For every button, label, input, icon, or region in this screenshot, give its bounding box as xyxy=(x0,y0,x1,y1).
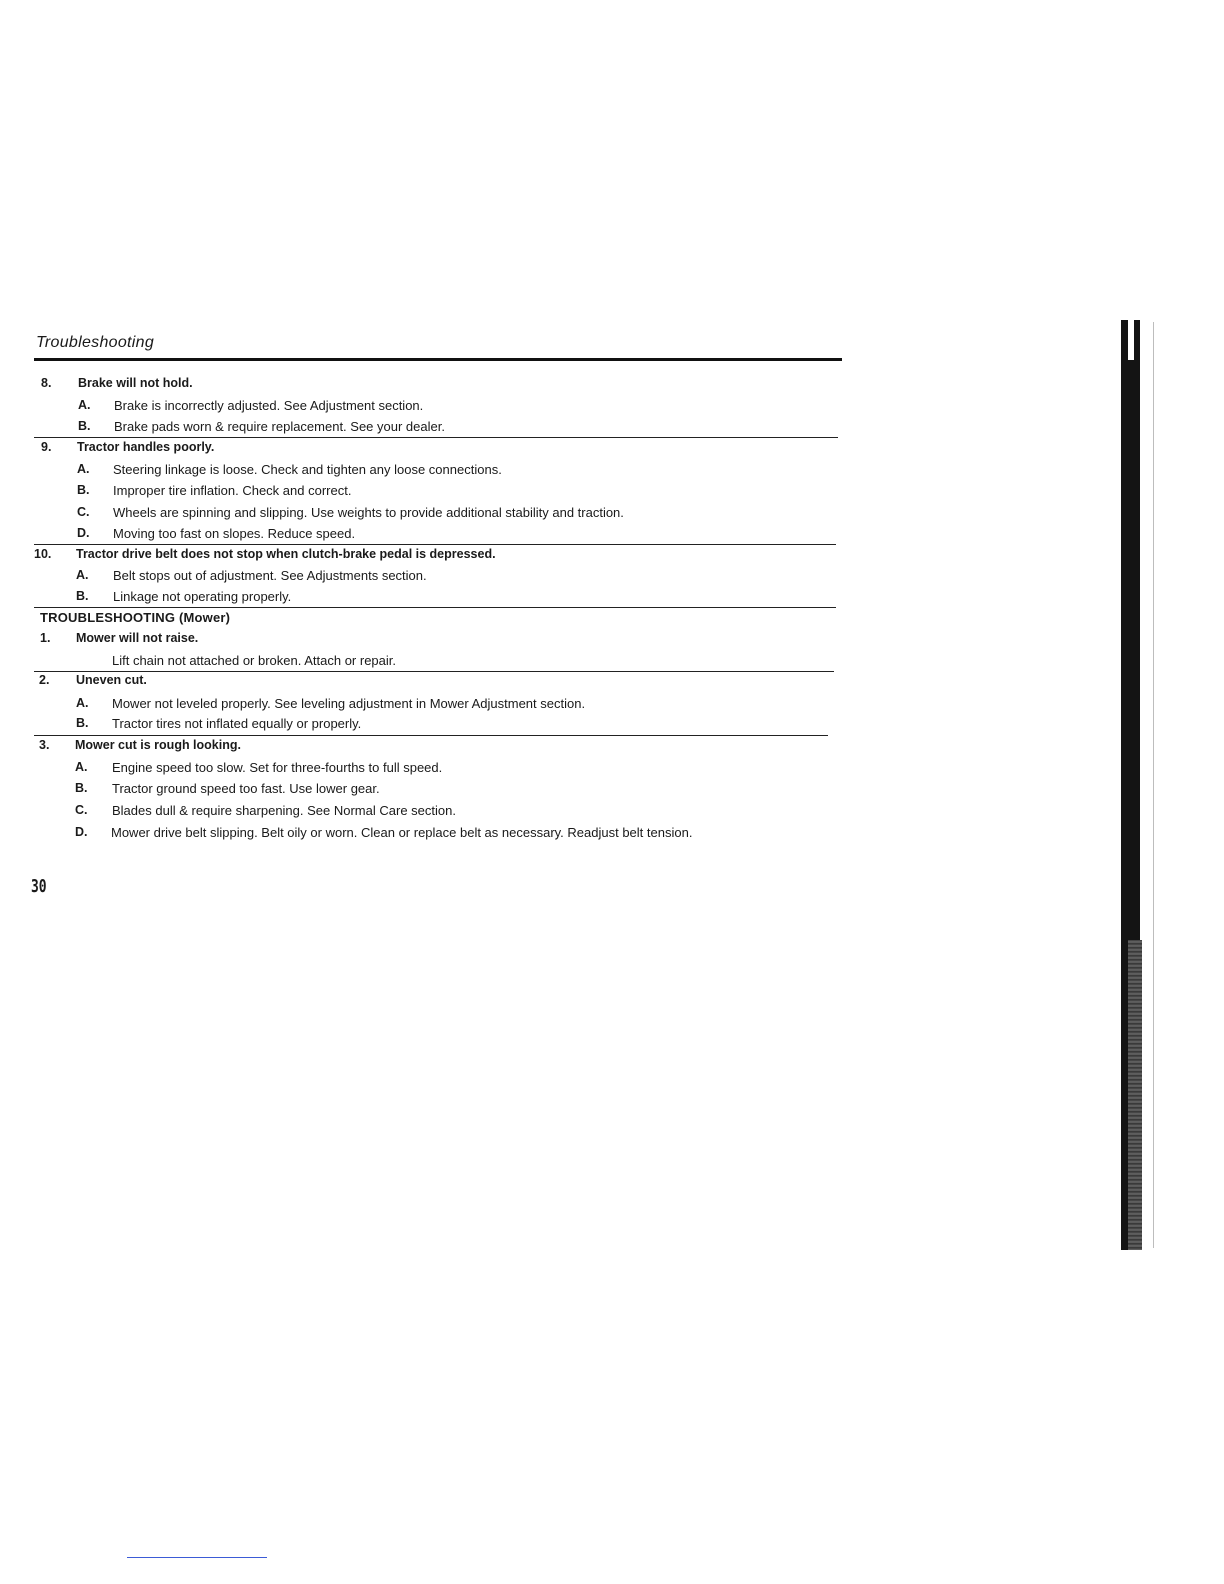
cause-text: Brake is incorrectly adjusted. See Adjustment section. xyxy=(114,398,424,413)
item-title: Brake will not hold. xyxy=(78,376,193,390)
cause-text: Tractor ground speed too fast. Use lower gear. xyxy=(112,781,380,796)
mower-section-title: TROUBLESHOOTING (Mower) xyxy=(40,610,231,625)
cause-letter: C. xyxy=(75,803,88,817)
cause-text: Steering linkage is loose. Check and tighten any loose connections. xyxy=(113,462,502,477)
header-rule xyxy=(34,358,842,361)
cause-letter: B. xyxy=(78,419,91,433)
cause-text: Belt stops out of adjustment. See Adjustments section. xyxy=(113,568,427,583)
item-number: 9. xyxy=(41,440,52,454)
page-number: 30 xyxy=(31,876,47,897)
cause-text: Brake pads worn & require replacement. See your dealer. xyxy=(114,419,445,434)
cause-text: Linkage not operating properly. xyxy=(113,589,292,604)
cause-letter: C. xyxy=(77,505,90,519)
item-title: Uneven cut. xyxy=(76,673,147,687)
cause-text: Engine speed too slow. Set for three-fourths to full speed. xyxy=(112,760,443,775)
cause-letter: B. xyxy=(77,483,90,497)
cause-text: Blades dull & require sharpening. See Normal Care section. xyxy=(112,803,456,818)
cause-letter: D. xyxy=(75,825,88,839)
item-divider xyxy=(34,735,828,736)
item-divider xyxy=(34,671,834,672)
cause-letter: A. xyxy=(78,398,91,412)
item-divider xyxy=(34,437,838,438)
scan-edge-grain xyxy=(1128,940,1142,1250)
cause-text: Mower not leveled properly. See leveling adjustment in Mower Adjustment section. xyxy=(112,696,586,711)
cause-text: Moving too fast on slopes. Reduce speed. xyxy=(113,526,356,541)
cause-letter: B. xyxy=(76,589,89,603)
cause-letter: B. xyxy=(75,781,88,795)
cause-letter: D. xyxy=(77,526,90,540)
item-number: 1. xyxy=(40,631,51,645)
bottom-rule xyxy=(127,1557,267,1558)
page-header-title: Troubleshooting xyxy=(36,334,155,351)
cause-letter: B. xyxy=(76,716,89,730)
item-title: Mower cut is rough looking. xyxy=(75,738,241,752)
item-divider xyxy=(34,607,836,608)
item-number: 3. xyxy=(39,738,50,752)
cause-text: Lift chain not attached or broken. Attach or repair. xyxy=(112,653,397,668)
scan-edge-line xyxy=(1153,322,1154,1248)
item-number: 10. xyxy=(34,547,52,561)
item-title: Tractor drive belt does not stop when clutch-brake pedal is depressed. xyxy=(76,547,496,561)
cause-text: Improper tire inflation. Check and correct. xyxy=(113,483,352,498)
item-title: Tractor handles poorly. xyxy=(77,440,215,454)
cause-text: Tractor tires not inflated equally or properly. xyxy=(112,716,362,731)
cause-text: Mower drive belt slipping. Belt oily or worn. Clean or replace belt as necessary. Readjust belt tension. xyxy=(111,825,693,840)
cause-letter: A. xyxy=(76,568,89,582)
cause-letter: A. xyxy=(77,462,90,476)
item-divider xyxy=(34,544,836,545)
scan-edge-notch xyxy=(1128,320,1134,360)
cause-letter: A. xyxy=(76,696,89,710)
item-number: 8. xyxy=(41,376,52,390)
cause-text: Wheels are spinning and slipping. Use weights to provide additional stability and traction. xyxy=(113,505,624,520)
item-number: 2. xyxy=(39,673,50,687)
cause-letter: A. xyxy=(75,760,88,774)
item-title: Mower will not raise. xyxy=(76,631,199,645)
